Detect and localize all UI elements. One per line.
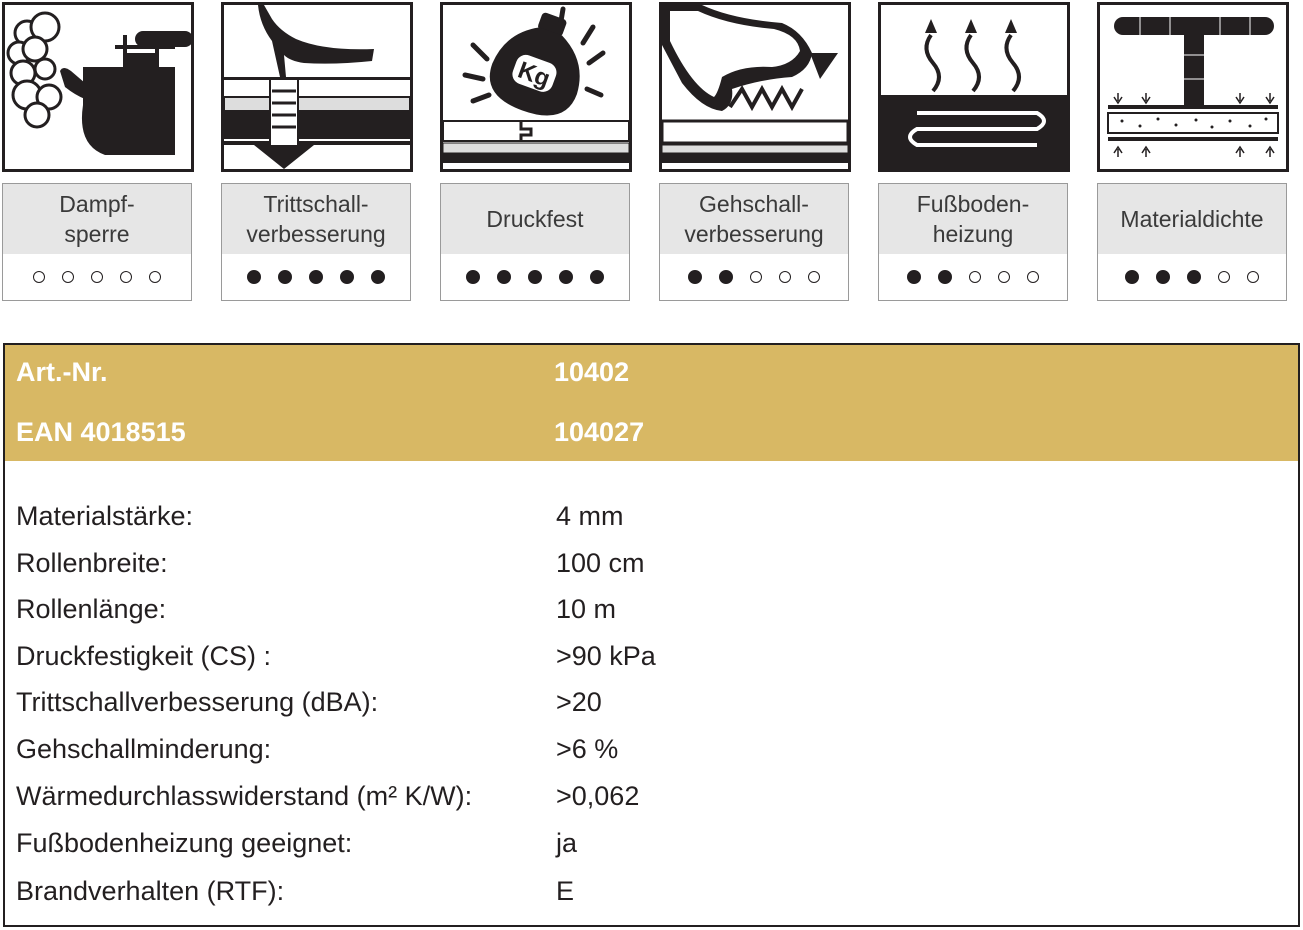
rating-dots [878, 254, 1068, 301]
feature-label: Fußboden- heizung [878, 183, 1068, 255]
spec-label: Rollenlänge: [16, 594, 167, 624]
spec-header [5, 345, 1298, 461]
spec-value: 100 cm [556, 548, 645, 578]
rating-dot-empty [998, 271, 1010, 283]
spec-row [16, 828, 1286, 868]
ean-label: EAN 4018515 [16, 417, 186, 447]
rating-dot-filled [559, 270, 573, 284]
rating-dot-filled [371, 270, 385, 284]
spec-value: E [556, 876, 575, 906]
weight-kg-icon [440, 2, 632, 172]
article-number-label: Art.-Nr. [16, 357, 108, 387]
high-heel-impact-sound-icon [221, 2, 413, 172]
spec-label: Materialstärke: [16, 501, 194, 531]
rating-dot-filled [688, 270, 702, 284]
material-density-icon [1097, 2, 1289, 172]
rating-dot-filled [466, 270, 480, 284]
rating-dot-empty [33, 271, 45, 283]
shoe-walking-sound-icon [659, 2, 851, 172]
feature-label: Druckfest [440, 183, 630, 255]
rating-dot-filled [1125, 270, 1139, 284]
rating-dots [2, 254, 192, 301]
feature-label: Materialdichte [1097, 183, 1287, 255]
rating-dot-filled [528, 270, 542, 284]
rating-dots [440, 254, 630, 301]
rating-dot-empty [969, 271, 981, 283]
rating-dot-empty [750, 271, 762, 283]
rating-dot-empty [1247, 271, 1259, 283]
spec-value: >90 kPa [556, 641, 656, 671]
spec-table [3, 343, 1300, 927]
spec-label: Gehschallminderung: [16, 734, 272, 764]
rating-dot-empty [62, 271, 74, 283]
spec-row [16, 594, 1286, 634]
rating-dots [1097, 254, 1287, 301]
feature-label: Gehschall- verbesserung [659, 183, 849, 255]
spec-value: 4 mm [556, 501, 624, 531]
rating-dot-empty [1027, 271, 1039, 283]
rating-dot-filled [497, 270, 511, 284]
article-number-value: 10402 [554, 357, 630, 387]
rating-dot-empty [1218, 271, 1230, 283]
rating-dot-empty [120, 271, 132, 283]
rating-dot-empty [779, 271, 791, 283]
rating-dot-filled [247, 270, 261, 284]
spec-row [16, 734, 1286, 774]
spec-row [16, 876, 1286, 916]
spec-row [16, 548, 1286, 588]
feature-label: Trittschall- verbesserung [221, 183, 411, 255]
rating-dot-filled [340, 270, 354, 284]
rating-dots [659, 254, 849, 301]
spec-value: ja [556, 828, 578, 858]
rating-dot-filled [1156, 270, 1170, 284]
rating-dot-filled [278, 270, 292, 284]
spec-row [16, 687, 1286, 727]
rating-dot-filled [907, 270, 921, 284]
rating-dot-filled [1187, 270, 1201, 284]
floor-heating-icon [878, 2, 1070, 172]
ean-value: 104027 [554, 417, 645, 447]
spec-value: >6 % [556, 734, 619, 764]
feature-label: Dampf- sperre [2, 183, 192, 255]
svg-text:Kg: Kg [514, 56, 554, 93]
spec-label: Rollenbreite: [16, 548, 168, 578]
spec-row [16, 641, 1286, 681]
steam-iron-icon [2, 2, 194, 172]
spec-label: Druckfestigkeit (CS) : [16, 641, 272, 671]
spec-row [16, 781, 1286, 821]
spec-label: Fußbodenheizung geeignet: [16, 828, 353, 858]
rating-dot-empty [808, 271, 820, 283]
spec-row [16, 501, 1286, 541]
spec-label: Brandverhalten (RTF): [16, 876, 285, 906]
rating-dot-filled [590, 270, 604, 284]
spec-value: >20 [556, 687, 602, 717]
spec-value: 10 m [556, 594, 617, 624]
spec-label: Trittschallverbesserung (dBA): [16, 687, 379, 717]
rating-dot-filled [938, 270, 952, 284]
spec-label: Wärmedurchlasswiderstand (m² K/W): [16, 781, 473, 811]
rating-dots [221, 254, 411, 301]
rating-dot-empty [149, 271, 161, 283]
rating-dot-filled [719, 270, 733, 284]
rating-dot-filled [309, 270, 323, 284]
rating-dot-empty [91, 271, 103, 283]
spec-value: >0,062 [556, 781, 640, 811]
